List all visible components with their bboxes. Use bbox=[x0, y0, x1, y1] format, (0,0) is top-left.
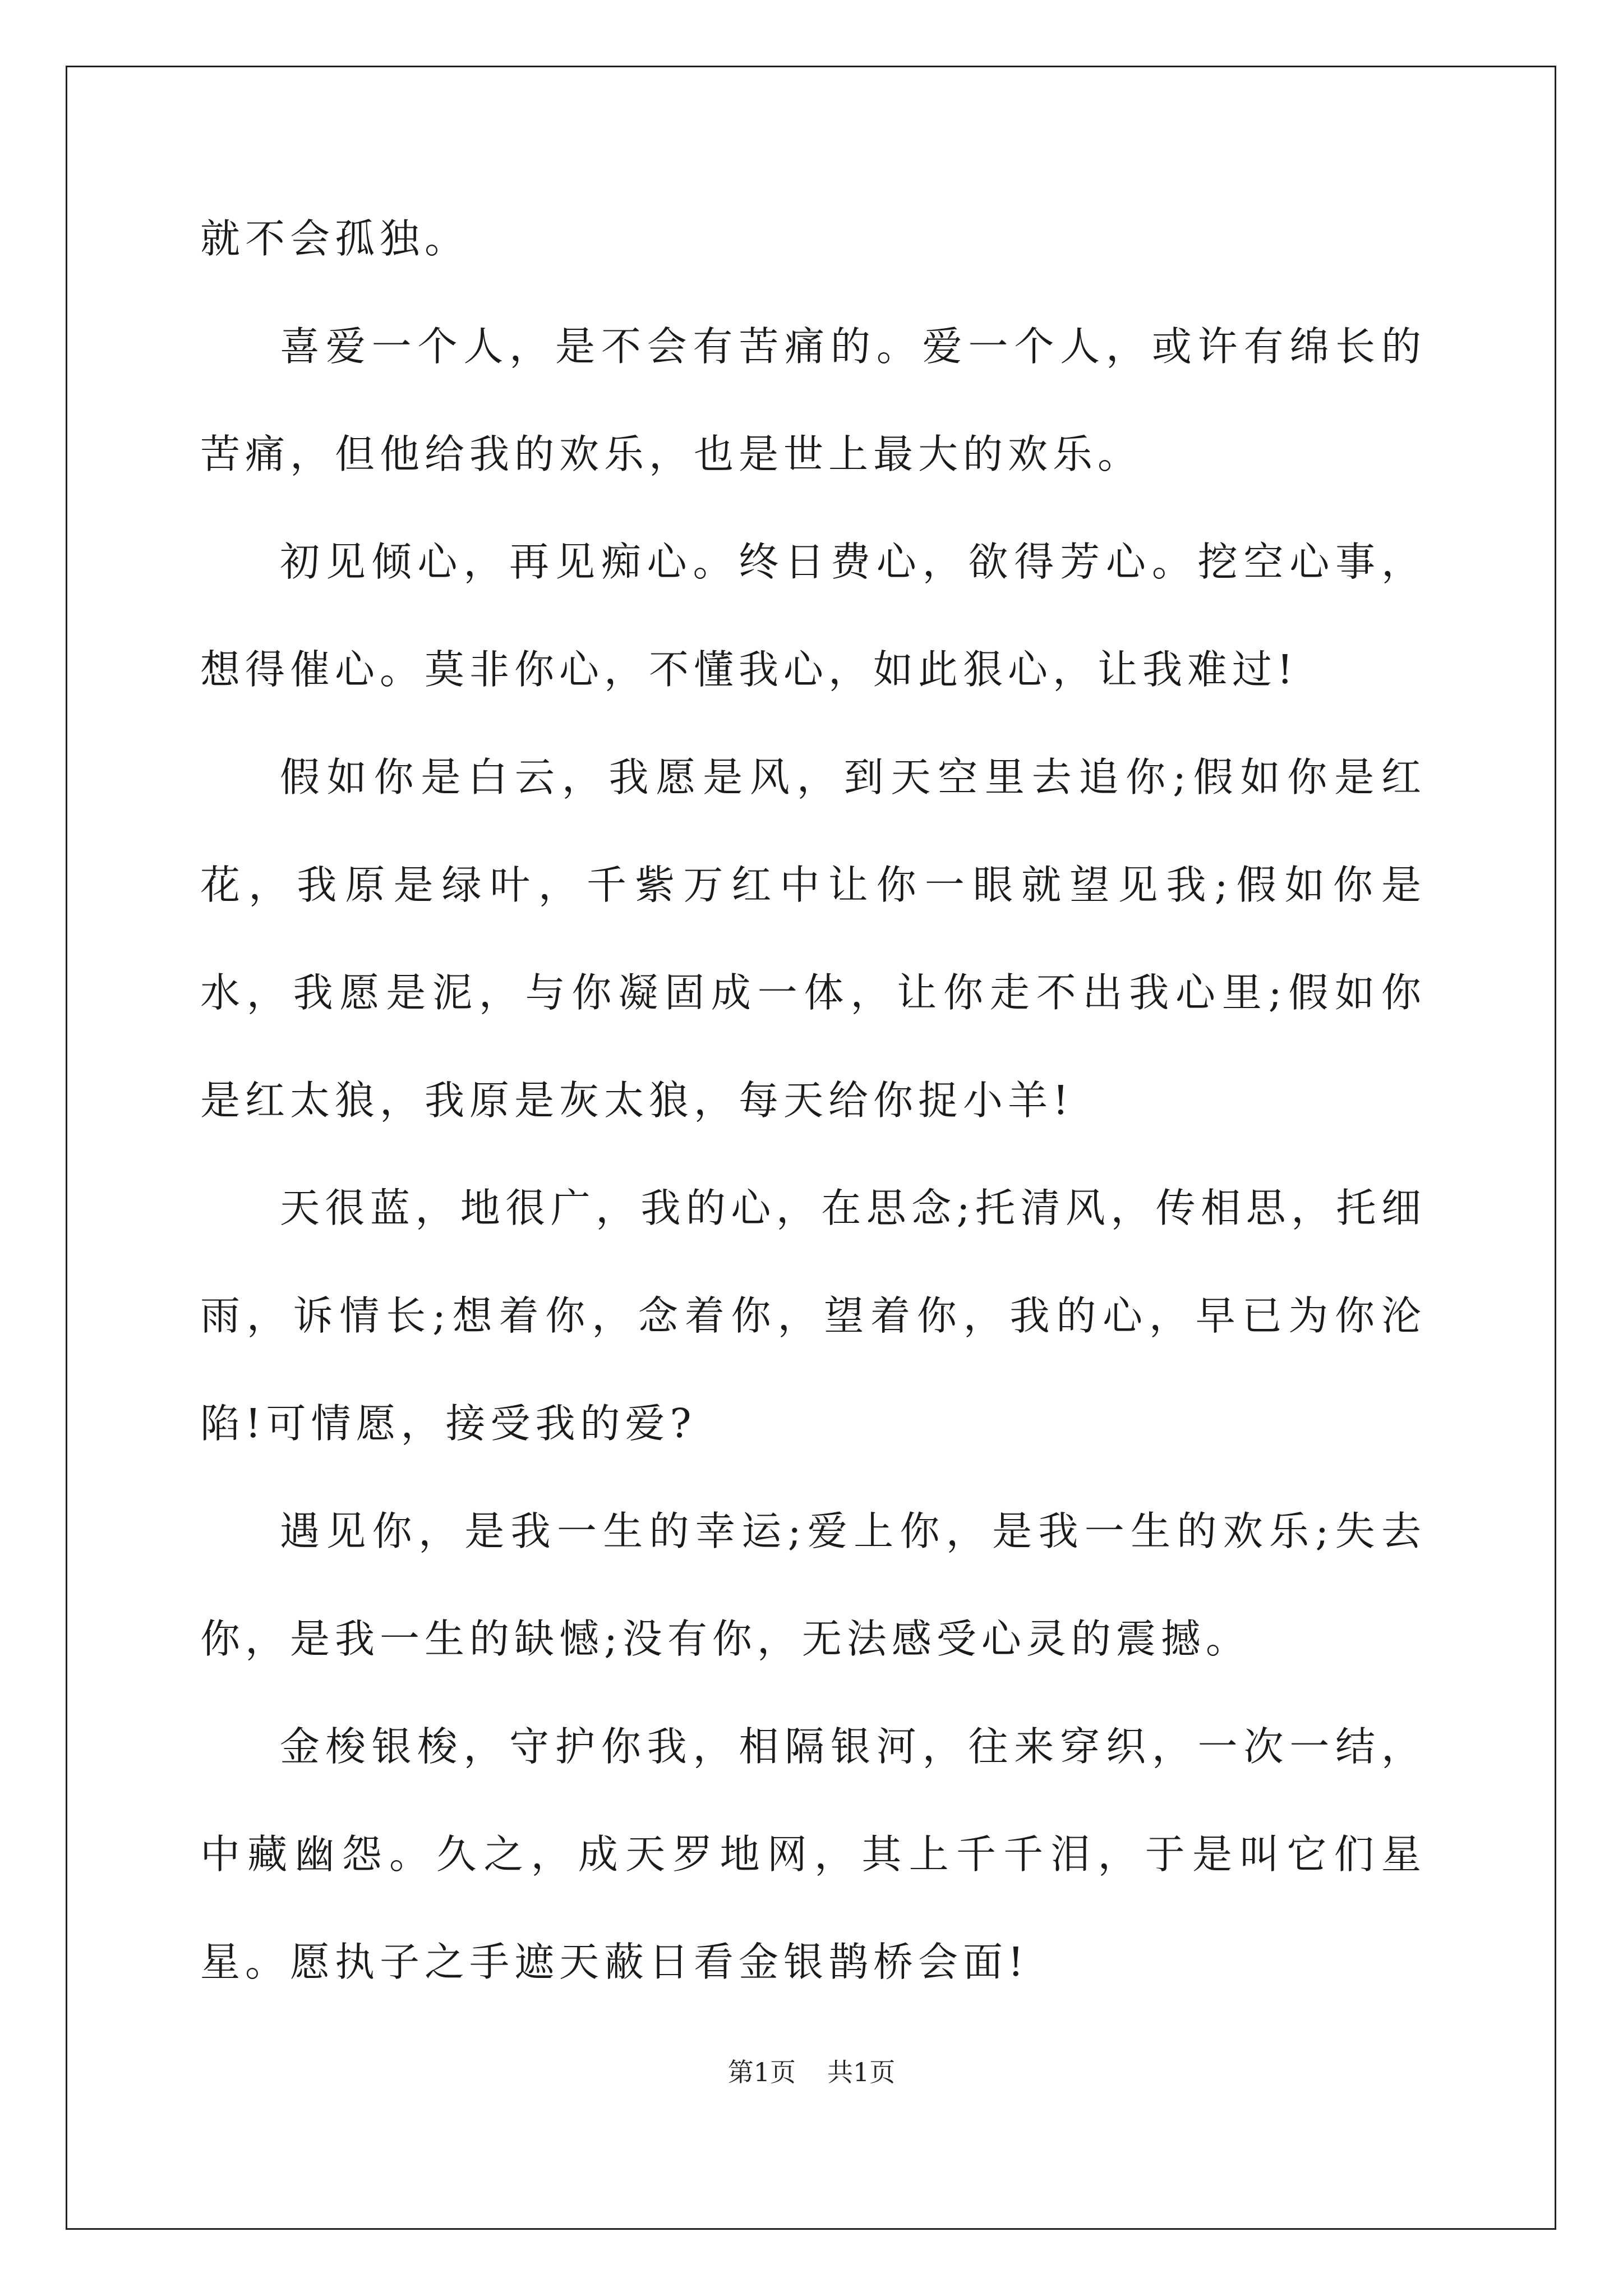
paragraph-3: 初见倾心，再见痴心。终日费心，欲得芳心。挖空心事，想得催心。莫非你心，不懂我心，如此狠心，让我难过! bbox=[200, 539, 1426, 693]
paragraph-5: 天很蓝，地很广，我的心，在思念;托清风，传相思，托细雨，诉情长;想着你，念着你，望着你，我的心，早已为你沦陷!可情愿，接受我的爱? bbox=[200, 1185, 1426, 1447]
page-number: 第1页 bbox=[727, 2057, 796, 2087]
page-footer bbox=[0, 2052, 1623, 2089]
paragraph-7: 金梭银梭，守护你我，相隔银河，往来穿织，一次一结，中藏幽怨。久之，成天罗地网，其上千千泪，于是叫它们星星。愿执子之手遮天蔽日看金银鹊桥会面! bbox=[200, 1723, 1426, 1985]
paragraph-4: 假如你是白云，我愿是风，到天空里去追你;假如你是红花，我原是绿叶，千紫万红中让你一眼就望见我;假如你是水，我愿是泥，与你凝固成一体，让你走不出我心里;假如你是红太狼，我原是灰太狼，每天给你捉小羊! bbox=[200, 754, 1426, 1124]
paragraph-1: 就不会孤独。 bbox=[200, 215, 470, 262]
page-total: 共1页 bbox=[827, 2057, 896, 2087]
document-body bbox=[200, 185, 1426, 2016]
paragraph-2: 喜爱一个人，是不会有苦痛的。爱一个人，或许有绵长的苦痛，但他给我的欢乐，也是世上最大的欢乐。 bbox=[200, 323, 1426, 477]
paragraph-6: 遇见你，是我一生的幸运;爱上你，是我一生的欢乐;失去你，是我一生的缺憾;没有你，无法感受心灵的震撼。 bbox=[200, 1508, 1426, 1662]
